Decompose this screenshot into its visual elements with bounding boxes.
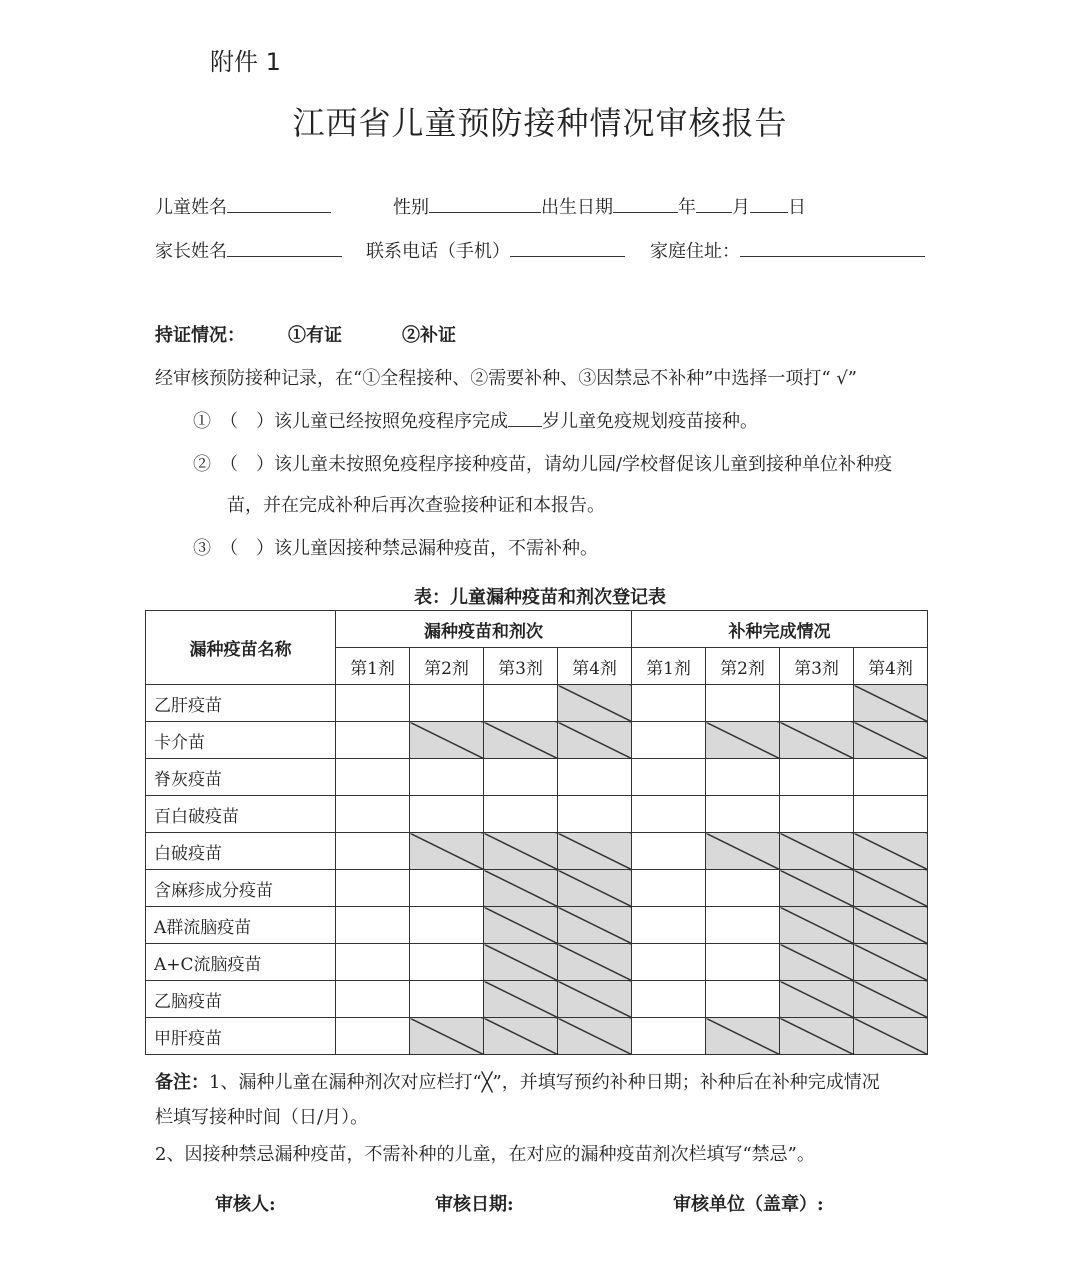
parent-info-row bbox=[155, 237, 342, 263]
catchup-dose-3-na-cell bbox=[780, 1018, 854, 1055]
table-row bbox=[146, 833, 928, 870]
missed-dose-3-cell[interactable] bbox=[484, 685, 558, 722]
address-row bbox=[650, 237, 925, 263]
catchup-dose-1-cell[interactable] bbox=[632, 944, 706, 981]
catchup-dose-2-cell[interactable] bbox=[706, 870, 780, 907]
missed-dose-4-na-cell bbox=[558, 833, 632, 870]
missed-dose-3-na-cell bbox=[484, 1018, 558, 1055]
missed-dose-1-cell[interactable] bbox=[336, 981, 410, 1018]
vaccine-name-cell: 甲肝疫苗 bbox=[146, 1018, 336, 1055]
missed-dose-1-cell[interactable] bbox=[336, 944, 410, 981]
note-2: 2、因接种禁忌漏种疫苗，不需补种的儿童，在对应的漏种疫苗剂次栏填写“禁忌”。 bbox=[155, 1144, 815, 1165]
missed-dose-3: 第3剂 bbox=[484, 648, 558, 685]
gender-label: 性别 bbox=[393, 197, 429, 218]
missed-dose-4-na-cell bbox=[558, 944, 632, 981]
missed-dose-1-cell[interactable] bbox=[336, 870, 410, 907]
page-title: 江西省儿童预防接种情况审核报告 bbox=[292, 104, 788, 142]
catchup-dose-3-na-cell bbox=[780, 722, 854, 759]
table-caption: 表：儿童漏种疫苗和剂次登记表 bbox=[414, 587, 666, 608]
catchup-dose-4-cell[interactable] bbox=[854, 796, 928, 833]
table-row bbox=[146, 685, 928, 722]
catchup-dose-2-cell[interactable] bbox=[706, 759, 780, 796]
missed-dose-2-cell[interactable] bbox=[410, 870, 484, 907]
catchup-dose-2-cell[interactable] bbox=[706, 907, 780, 944]
catchup-dose-1-cell[interactable] bbox=[632, 1018, 706, 1055]
catchup-dose-2-na-cell bbox=[706, 1018, 780, 1055]
vaccine-name-cell: 乙肝疫苗 bbox=[146, 685, 336, 722]
month-label: 月 bbox=[732, 197, 750, 218]
missed-dose-2: 第2剂 bbox=[410, 648, 484, 685]
catchup-dose-4-na-cell bbox=[854, 833, 928, 870]
col-vaccine-name: 漏种疫苗名称 bbox=[146, 611, 336, 685]
missed-dose-1-cell[interactable] bbox=[336, 907, 410, 944]
address-label: 家庭住址： bbox=[650, 241, 740, 262]
catchup-dose-3-cell[interactable] bbox=[780, 796, 854, 833]
missed-dose-3-na-cell bbox=[484, 833, 558, 870]
missed-dose-2-na-cell bbox=[410, 833, 484, 870]
catchup-dose-2-cell[interactable] bbox=[706, 981, 780, 1018]
catchup-dose-3-na-cell bbox=[780, 981, 854, 1018]
catchup-dose-2-cell[interactable] bbox=[706, 685, 780, 722]
vaccine-register-table bbox=[145, 610, 928, 1055]
catchup-dose-4-cell[interactable] bbox=[854, 759, 928, 796]
table-row bbox=[146, 944, 928, 981]
phone-blank bbox=[510, 238, 625, 257]
missed-dose-3-na-cell bbox=[484, 870, 558, 907]
catchup-dose-3-cell[interactable] bbox=[780, 685, 854, 722]
catchup-dose-3-na-cell bbox=[780, 944, 854, 981]
gender-blank bbox=[429, 194, 541, 213]
vaccine-name-cell: 百白破疫苗 bbox=[146, 796, 336, 833]
table-row bbox=[146, 722, 928, 759]
missed-dose-2-na-cell bbox=[410, 1018, 484, 1055]
child-name-label: 儿童姓名 bbox=[155, 197, 227, 218]
catchup-dose-2-cell[interactable] bbox=[706, 944, 780, 981]
birth-month-blank bbox=[696, 194, 732, 213]
vaccine-name-cell: A+C流脑疫苗 bbox=[146, 944, 336, 981]
catchup-dose-1-cell[interactable] bbox=[632, 907, 706, 944]
missed-dose-4-cell[interactable] bbox=[558, 759, 632, 796]
group-catchup-status: 补种完成情况 bbox=[632, 611, 928, 648]
review-item-1-text: ① （ ）该儿童已经按照免疫程序完成 bbox=[193, 411, 508, 432]
catchup-dose-4-na-cell bbox=[854, 944, 928, 981]
vaccine-name-cell: 白破疫苗 bbox=[146, 833, 336, 870]
review-item-1-suffix: 岁儿童免疫规划疫苗接种。 bbox=[542, 411, 758, 432]
certificate-option-2: ②补证 bbox=[402, 325, 456, 346]
missed-dose-4-cell[interactable] bbox=[558, 796, 632, 833]
review-item-1 bbox=[193, 407, 758, 433]
group-missed-doses: 漏种疫苗和剂次 bbox=[336, 611, 632, 648]
catchup-dose-3-na-cell bbox=[780, 870, 854, 907]
parent-name-label: 家长姓名 bbox=[155, 241, 227, 262]
vaccine-name-cell: 乙脑疫苗 bbox=[146, 981, 336, 1018]
catchup-dose-3-na-cell bbox=[780, 833, 854, 870]
table-row bbox=[146, 870, 928, 907]
catchup-dose-3-cell[interactable] bbox=[780, 759, 854, 796]
missed-dose-1-cell[interactable] bbox=[336, 759, 410, 796]
missed-dose-2-cell[interactable] bbox=[410, 759, 484, 796]
missed-dose-3-cell[interactable] bbox=[484, 796, 558, 833]
vaccine-name-cell: 含麻疹成分疫苗 bbox=[146, 870, 336, 907]
table-row bbox=[146, 1018, 928, 1055]
year-label: 年 bbox=[678, 197, 696, 218]
catchup-dose-1-cell[interactable] bbox=[632, 685, 706, 722]
note-1-text: 1、漏种儿童在漏种剂次对应栏打“╳”，并填写预约补种日期；补种后在补种完成情况 bbox=[209, 1072, 880, 1093]
table-row bbox=[146, 981, 928, 1018]
vaccine-name-cell: 脊灰疫苗 bbox=[146, 759, 336, 796]
reviewer-label: 审核人: bbox=[215, 1194, 276, 1215]
missed-dose-4-na-cell bbox=[558, 981, 632, 1018]
attachment-label: 附件 1 bbox=[210, 48, 281, 76]
missed-dose-3-cell[interactable] bbox=[484, 759, 558, 796]
table-row bbox=[146, 907, 928, 944]
catchup-dose-1-cell[interactable] bbox=[632, 870, 706, 907]
child-info-row bbox=[155, 193, 331, 219]
table-row bbox=[146, 759, 928, 796]
catchup-dose-3-na-cell bbox=[780, 907, 854, 944]
catchup-dose-1-cell[interactable] bbox=[632, 833, 706, 870]
phone-label: 联系电话（手机） bbox=[366, 241, 510, 262]
catchup-dose-4-na-cell bbox=[854, 722, 928, 759]
missed-dose-3-na-cell bbox=[484, 907, 558, 944]
missed-dose-4-na-cell bbox=[558, 722, 632, 759]
birth-day-blank bbox=[750, 194, 788, 213]
catchup-dose-2-na-cell bbox=[706, 833, 780, 870]
missed-dose-1: 第1剂 bbox=[336, 648, 410, 685]
missed-dose-4-na-cell bbox=[558, 870, 632, 907]
catchup-dose-1-cell[interactable] bbox=[632, 796, 706, 833]
missed-dose-1-cell[interactable] bbox=[336, 796, 410, 833]
catchup-dose-4-na-cell bbox=[854, 870, 928, 907]
catchup-dose-1-cell[interactable] bbox=[632, 759, 706, 796]
catchup-dose-3: 第3剂 bbox=[780, 648, 854, 685]
child-name-blank bbox=[227, 194, 331, 213]
notes-label: 备注： bbox=[155, 1072, 209, 1093]
missed-dose-2-cell[interactable] bbox=[410, 981, 484, 1018]
missed-dose-2-cell[interactable] bbox=[410, 796, 484, 833]
catchup-dose-2: 第2剂 bbox=[706, 648, 780, 685]
catchup-dose-2-na-cell bbox=[706, 722, 780, 759]
age-blank bbox=[508, 408, 542, 427]
review-item-2-line2: 苗，并在完成补种后再次查验接种证和本报告。 bbox=[227, 495, 605, 516]
missed-dose-1-cell[interactable] bbox=[336, 722, 410, 759]
vaccine-name-cell: A群流脑疫苗 bbox=[146, 907, 336, 944]
address-blank bbox=[740, 238, 925, 257]
missed-dose-2-na-cell bbox=[410, 722, 484, 759]
catchup-dose-4: 第4剂 bbox=[854, 648, 928, 685]
gender-row bbox=[393, 193, 806, 219]
missed-dose-2-cell[interactable] bbox=[410, 944, 484, 981]
catchup-dose-1: 第1剂 bbox=[632, 648, 706, 685]
catchup-dose-1-cell[interactable] bbox=[632, 981, 706, 1018]
vaccine-name-cell: 卡介苗 bbox=[146, 722, 336, 759]
missed-dose-3-na-cell bbox=[484, 981, 558, 1018]
missed-dose-4: 第4剂 bbox=[558, 648, 632, 685]
missed-dose-4-na-cell bbox=[558, 685, 632, 722]
birth-date-label: 出生日期 bbox=[541, 197, 613, 218]
missed-dose-1-cell[interactable] bbox=[336, 685, 410, 722]
missed-dose-2-cell[interactable] bbox=[410, 685, 484, 722]
note-1-line1 bbox=[155, 1068, 880, 1094]
missed-dose-1-cell[interactable] bbox=[336, 1018, 410, 1055]
missed-dose-3-na-cell bbox=[484, 722, 558, 759]
catchup-dose-2-cell[interactable] bbox=[706, 796, 780, 833]
missed-dose-4-na-cell bbox=[558, 907, 632, 944]
review-intro: 经审核预防接种记录，在“①全程接种、②需要补种、③因禁忌不补种”中选择一项打“ √” bbox=[155, 368, 857, 389]
missed-dose-1-cell[interactable] bbox=[336, 833, 410, 870]
catchup-dose-4-na-cell bbox=[854, 907, 928, 944]
birth-year-blank bbox=[613, 194, 678, 213]
missed-dose-2-cell[interactable] bbox=[410, 907, 484, 944]
note-1-line2: 栏填写接种时间（日/月）。 bbox=[155, 1107, 369, 1128]
parent-name-blank bbox=[227, 238, 342, 257]
review-item-2-line1: ② （ ）该儿童未按照免疫程序接种疫苗，请幼儿园/学校督促该儿童到接种单位补种疫 bbox=[193, 454, 893, 475]
certificate-option-1: ①有证 bbox=[288, 325, 342, 346]
table-row bbox=[146, 796, 928, 833]
missed-dose-4-na-cell bbox=[558, 1018, 632, 1055]
catchup-dose-4-na-cell bbox=[854, 1018, 928, 1055]
catchup-dose-4-na-cell bbox=[854, 981, 928, 1018]
certificate-label: 持证情况： bbox=[155, 325, 245, 346]
review-item-3: ③ （ ）该儿童因接种禁忌漏种疫苗，不需补种。 bbox=[193, 538, 598, 559]
review-date-label: 审核日期: bbox=[435, 1194, 514, 1215]
catchup-dose-4-na-cell bbox=[854, 685, 928, 722]
phone-row bbox=[366, 237, 625, 263]
catchup-dose-1-cell[interactable] bbox=[632, 722, 706, 759]
review-unit-label: 审核单位（盖章）: bbox=[673, 1194, 824, 1215]
missed-dose-3-na-cell bbox=[484, 944, 558, 981]
day-label: 日 bbox=[788, 197, 806, 218]
